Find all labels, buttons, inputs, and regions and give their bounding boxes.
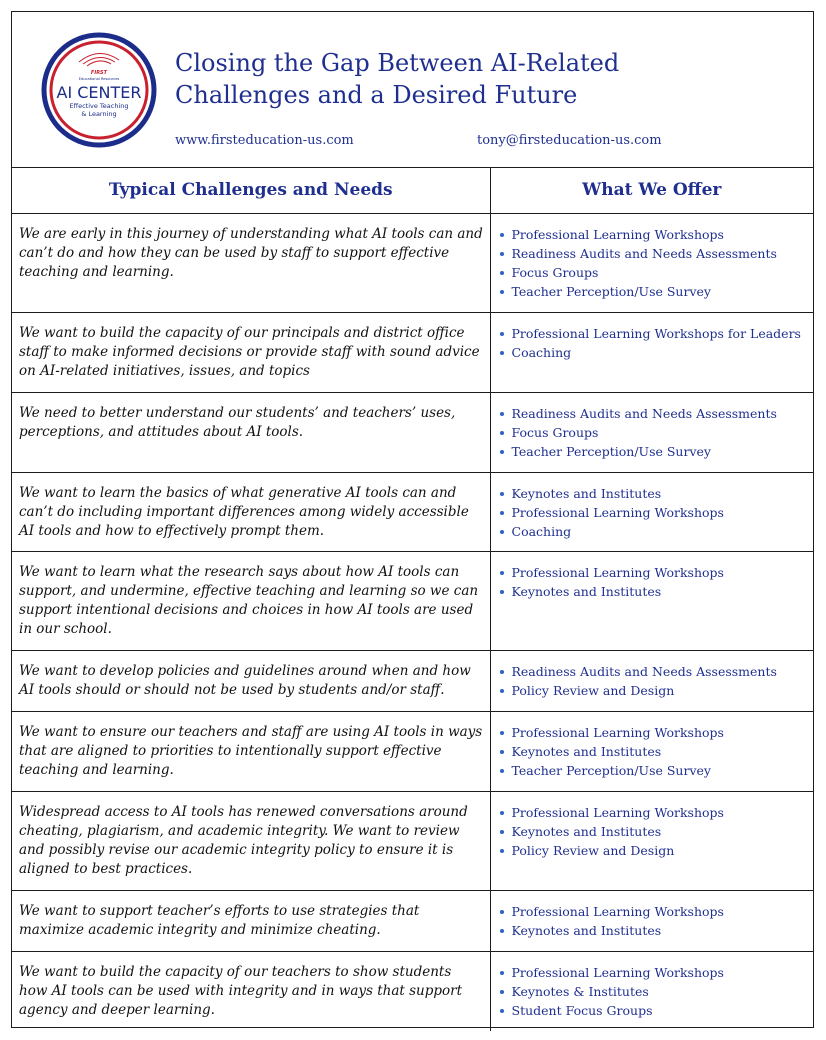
offer-list-item	[499, 982, 810, 1001]
offer-cell	[490, 712, 813, 792]
offer-list	[499, 963, 810, 1020]
table-row	[12, 393, 813, 473]
offer-list-item	[499, 484, 810, 503]
bullet-icon	[500, 811, 504, 815]
table-row	[12, 952, 813, 1031]
table-row	[12, 651, 813, 712]
table-row	[12, 313, 813, 393]
offerings-table	[12, 167, 813, 1031]
offer-label: Professional Learning Workshops	[511, 725, 724, 740]
offer-list-item	[499, 263, 810, 282]
offer-list-item	[499, 404, 810, 423]
offer-list-item	[499, 841, 810, 860]
svg-text:FIRST: FIRST	[90, 70, 108, 76]
table-body	[12, 214, 813, 1031]
offer-label: Readiness Audits and Needs Assessments	[511, 406, 777, 421]
offer-list-item	[499, 442, 810, 461]
offer-list	[499, 723, 810, 780]
offer-list-item	[499, 563, 810, 582]
bullet-icon	[500, 351, 504, 355]
bullet-icon	[500, 511, 504, 515]
bullet-icon	[500, 590, 504, 594]
offer-list-item	[499, 522, 810, 541]
offer-cell	[490, 313, 813, 393]
offer-list-item	[499, 902, 810, 921]
offer-label: Professional Learning Workshops	[511, 505, 724, 520]
bullet-icon	[500, 450, 504, 454]
offer-list-item	[499, 921, 810, 940]
offer-list-item	[499, 244, 810, 263]
challenge-cell: We want to build the capacity of our teachers to show students how AI tools can be used with integrity and in ways that support agency and deeper learning.	[12, 952, 490, 1031]
bullet-icon	[500, 431, 504, 435]
bullet-icon	[500, 271, 504, 275]
table-row	[12, 473, 813, 552]
offer-list-item	[499, 761, 810, 780]
offer-list-item	[499, 423, 810, 442]
offer-list-item	[499, 803, 810, 822]
offer-list-item	[499, 503, 810, 522]
offer-label: Keynotes and Institutes	[511, 824, 662, 839]
offer-list-item	[499, 681, 810, 700]
challenge-cell: We need to better understand our students’ and teachers’ uses, perceptions, and attitudes about AI tools.	[12, 393, 490, 473]
bullet-icon	[500, 830, 504, 834]
offer-list-item	[499, 662, 810, 681]
bullet-icon	[500, 750, 504, 754]
offer-list-item	[499, 324, 810, 343]
offer-label: Keynotes and Institutes	[511, 486, 662, 501]
offer-label: Policy Review and Design	[511, 843, 675, 858]
bullet-icon	[500, 910, 504, 914]
offer-cell	[490, 552, 813, 651]
table-row	[12, 552, 813, 651]
offer-label: Keynotes and Institutes	[511, 584, 662, 599]
offer-label: Keynotes and Institutes	[511, 923, 662, 938]
offer-label: Readiness Audits and Needs Assessments	[511, 246, 777, 261]
challenge-cell: We are early in this journey of understanding what AI tools can and can’t do and how they can be used by staff to support effective teaching and learning.	[12, 214, 490, 313]
ai-center-logo	[41, 32, 157, 148]
offer-list-item	[499, 225, 810, 244]
offer-cell	[490, 473, 813, 552]
bullet-icon	[500, 670, 504, 674]
bullet-icon	[500, 849, 504, 853]
bullet-icon	[500, 1009, 504, 1013]
offer-label: Focus Groups	[511, 265, 599, 280]
challenge-cell: We want to ensure our teachers and staff are using AI tools in ways that are aligned to priorities to intentionally support effective teaching and learning.	[12, 712, 490, 792]
table-row	[12, 792, 813, 891]
offer-label: Student Focus Groups	[511, 1003, 653, 1018]
bullet-icon	[500, 412, 504, 416]
offer-label: Teacher Perception/Use Survey	[511, 444, 711, 459]
offer-cell	[490, 952, 813, 1031]
offer-label: Teacher Perception/Use Survey	[511, 763, 711, 778]
offer-label: Professional Learning Workshops for Leaders	[511, 326, 801, 341]
offer-list-item	[499, 282, 810, 301]
bullet-icon	[500, 689, 504, 693]
challenge-cell: We want to learn what the research says about how AI tools can support, and undermine, effective teaching and learning so we can support intentional decisions and choices in how AI tools are used in our school.	[12, 552, 490, 651]
offer-label: Keynotes & Institutes	[511, 984, 649, 999]
offer-list	[499, 563, 810, 601]
offer-label: Readiness Audits and Needs Assessments	[511, 664, 777, 679]
title-line-1: Closing the Gap Between AI-Related	[175, 49, 620, 77]
offer-list	[499, 803, 810, 860]
offer-list-item	[499, 582, 810, 601]
offer-label: Teacher Perception/Use Survey	[511, 284, 711, 299]
bullet-icon	[500, 332, 504, 336]
svg-text:AI CENTER: AI CENTER	[56, 83, 142, 102]
title-line-2: Challenges and a Desired Future	[175, 81, 578, 109]
column-header-offers: What We Offer	[490, 167, 813, 214]
table-row	[12, 891, 813, 952]
offer-list	[499, 225, 810, 301]
offer-cell	[490, 214, 813, 313]
table-row	[12, 712, 813, 792]
offer-list-item	[499, 343, 810, 362]
header	[12, 12, 813, 168]
svg-text:Effective Teaching: Effective Teaching	[69, 102, 129, 110]
offer-list	[499, 484, 810, 541]
offer-list-item	[499, 723, 810, 742]
offer-label: Policy Review and Design	[511, 683, 675, 698]
document-page	[11, 11, 814, 1028]
offer-list-item	[499, 963, 810, 982]
challenge-cell: We want to support teacher’s efforts to use strategies that maximize academic integrity and minimize cheating.	[12, 891, 490, 952]
offer-cell	[490, 891, 813, 952]
bullet-icon	[500, 233, 504, 237]
offer-list-item	[499, 822, 810, 841]
offer-label: Professional Learning Workshops	[511, 227, 724, 242]
bullet-icon	[500, 571, 504, 575]
website-link[interactable]: www.firsteducation-us.com	[175, 133, 354, 148]
bullet-icon	[500, 971, 504, 975]
offer-list	[499, 662, 810, 700]
bullet-icon	[500, 769, 504, 773]
offer-cell	[490, 651, 813, 712]
bullet-icon	[500, 492, 504, 496]
offer-cell	[490, 792, 813, 891]
challenge-cell: Widespread access to AI tools has renewed conversations around cheating, plagiarism, and academic integrity. We want to review and possibly revise our academic integrity policy to ensure it is aligned to best practices.	[12, 792, 490, 891]
bullet-icon	[500, 990, 504, 994]
offer-label: Professional Learning Workshops	[511, 965, 724, 980]
table-header-row	[12, 167, 813, 214]
challenge-cell: We want to learn the basics of what generative AI tools can and can’t do including important differences among widely accessible AI tools and how to effectively prompt them.	[12, 473, 490, 552]
bullet-icon	[500, 929, 504, 933]
svg-text:& Learning: & Learning	[81, 110, 117, 118]
offer-list	[499, 902, 810, 940]
offer-label: Keynotes and Institutes	[511, 744, 662, 759]
offer-label: Focus Groups	[511, 425, 599, 440]
bullet-icon	[500, 290, 504, 294]
offer-cell	[490, 393, 813, 473]
offer-label: Professional Learning Workshops	[511, 805, 724, 820]
bullet-icon	[500, 731, 504, 735]
offer-list-item	[499, 742, 810, 761]
bullet-icon	[500, 252, 504, 256]
page-title	[175, 47, 775, 111]
offer-label: Professional Learning Workshops	[511, 904, 724, 919]
offer-label: Coaching	[511, 345, 572, 360]
svg-text:Educational Resources: Educational Resources	[78, 77, 120, 81]
challenge-cell: We want to build the capacity of our principals and district office staff to make informed decisions or provide staff with sound advice on AI-related initiatives, issues, and topics	[12, 313, 490, 393]
challenge-cell: We want to develop policies and guidelines around when and how AI tools should or should not be used by students and/or staff.	[12, 651, 490, 712]
bullet-icon	[500, 530, 504, 534]
column-header-challenges: Typical Challenges and Needs	[12, 167, 490, 214]
offer-list	[499, 404, 810, 461]
offer-list	[499, 324, 810, 362]
offer-list-item	[499, 1001, 810, 1020]
offer-label: Coaching	[511, 524, 572, 539]
email-link[interactable]: tony@firsteducation-us.com	[477, 133, 662, 148]
offer-label: Professional Learning Workshops	[511, 565, 724, 580]
table-row	[12, 214, 813, 313]
